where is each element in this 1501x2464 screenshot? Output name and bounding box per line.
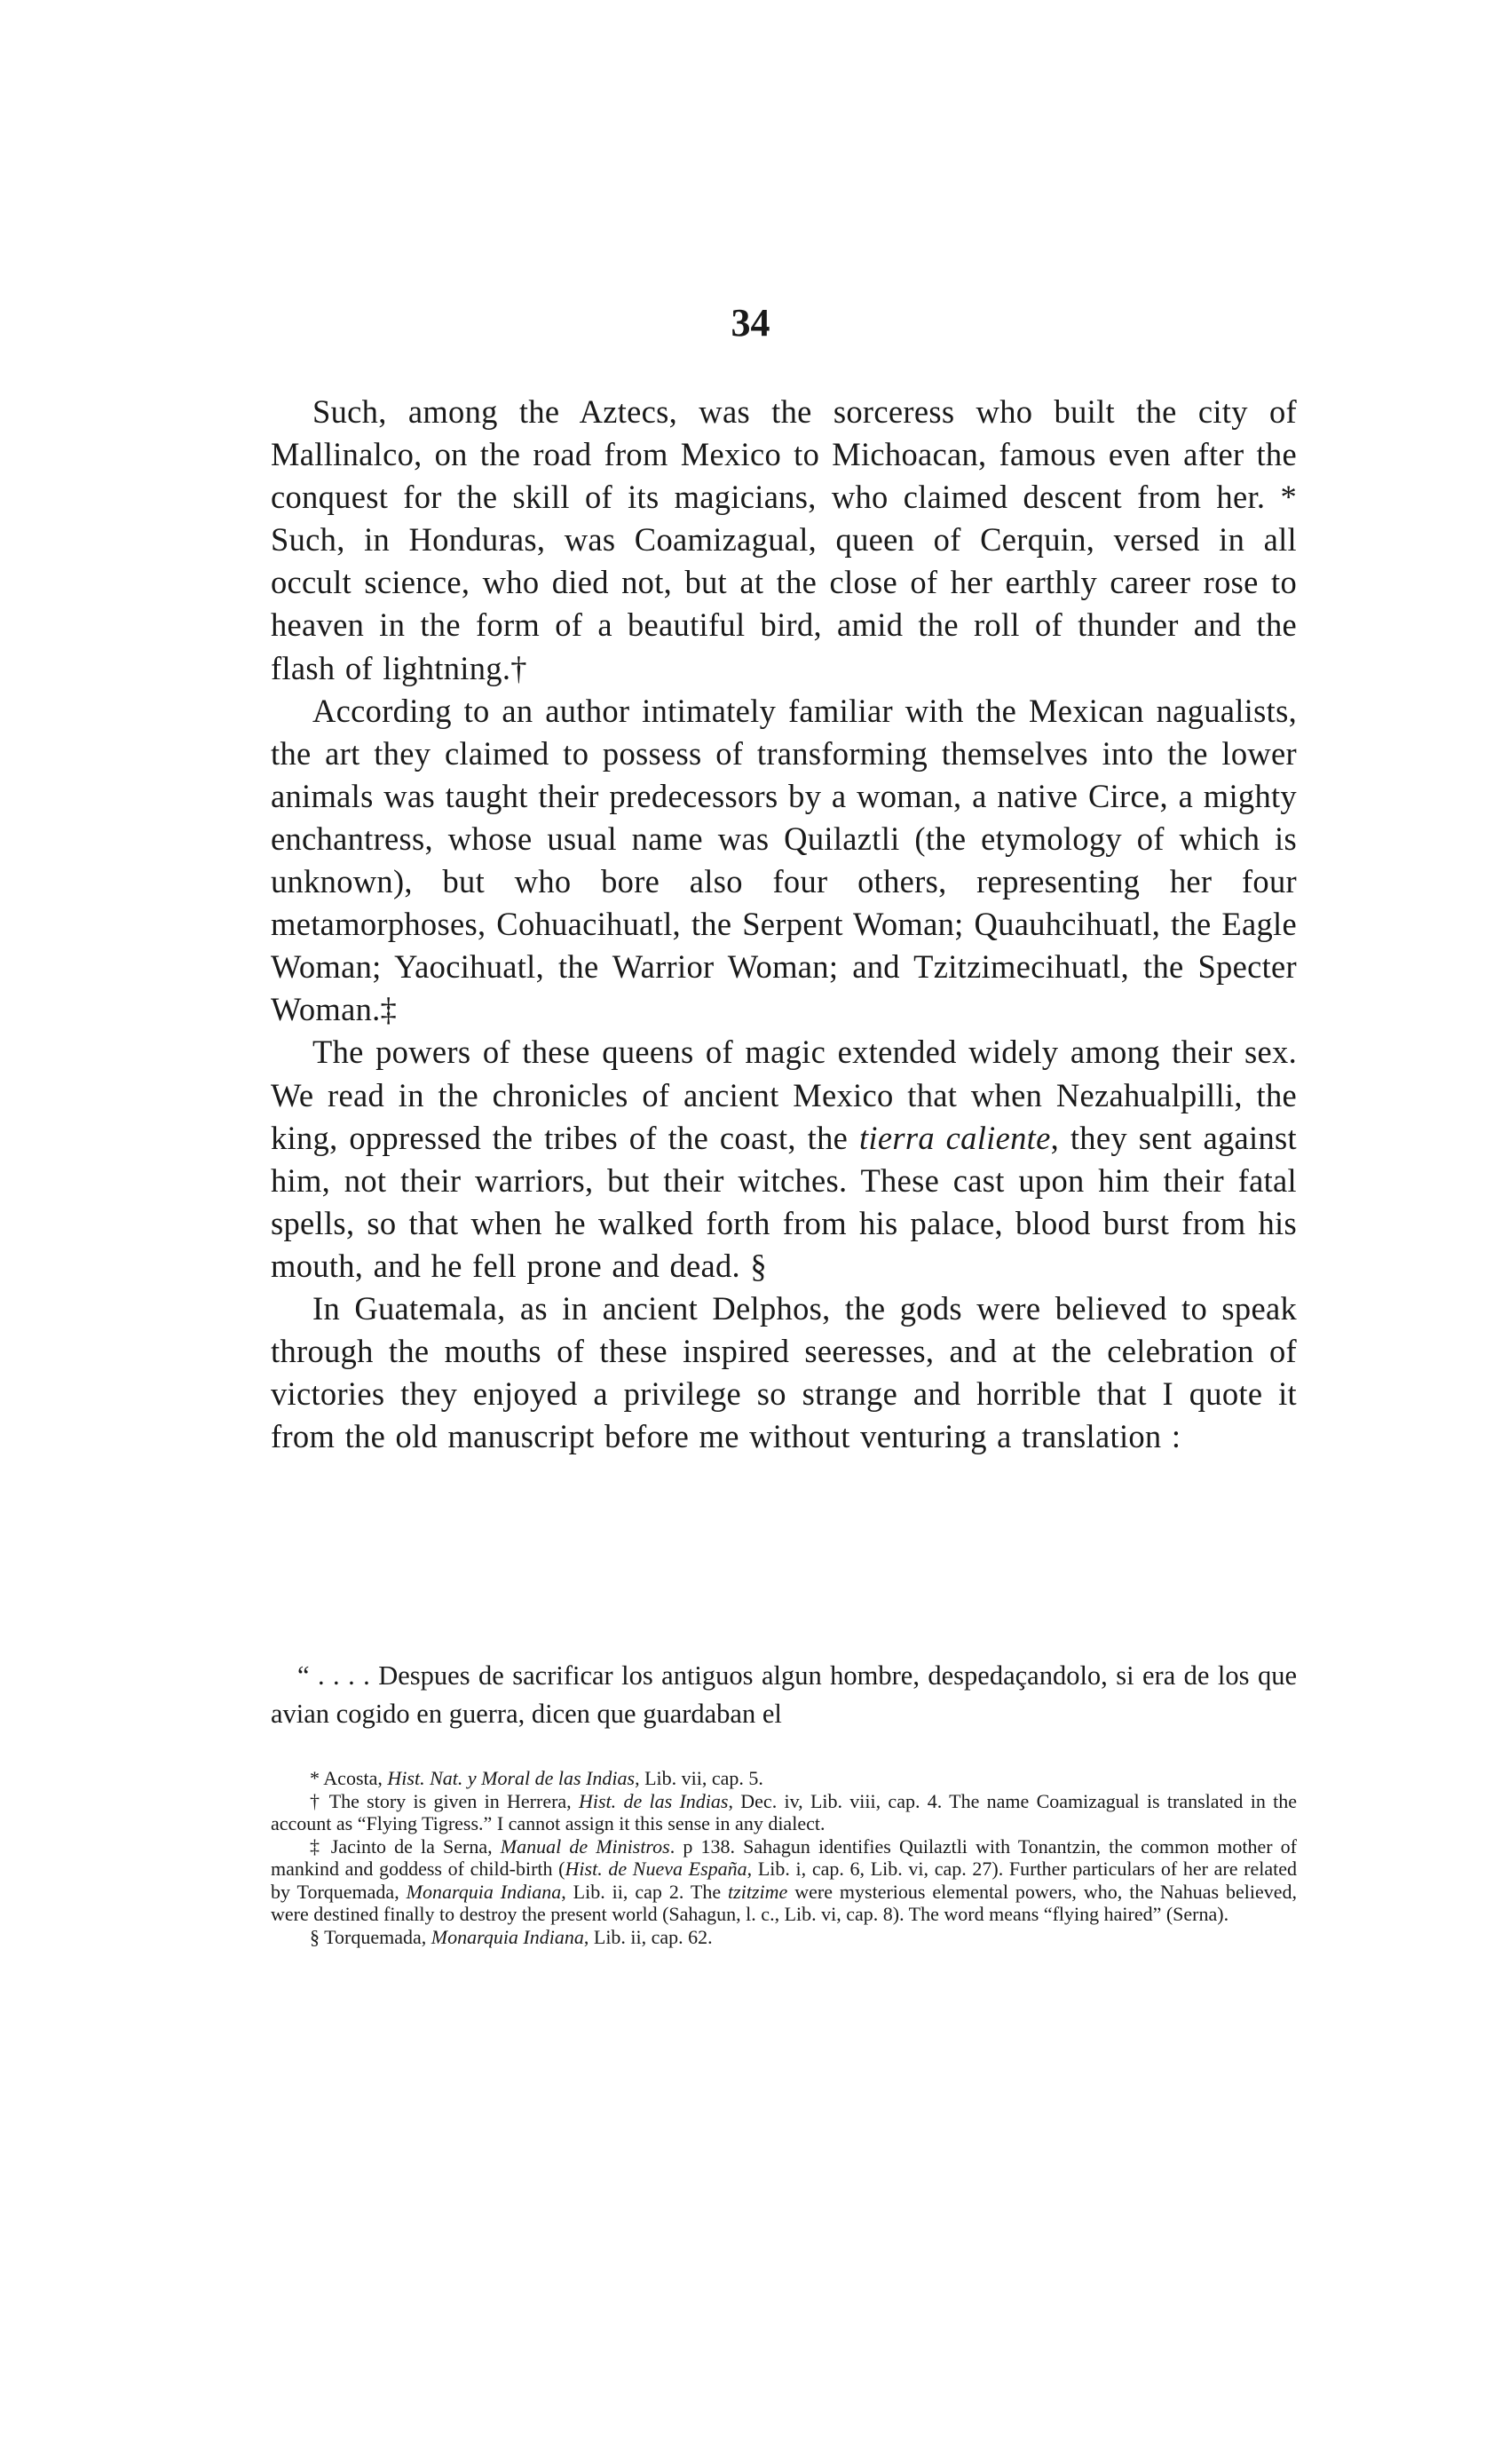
footnote-3-mid-2: , Lib. i, cap. 6, Lib. vi, cap. 27). Further particulars of her are related by Torquemada, [271,1858,1297,1903]
footnote-3-work-1: Manual de Ministros [500,1834,670,1858]
page-number: 34 [731,301,770,345]
footnote-3-term: tzitzime [728,1880,788,1903]
footnote-3-rest: were mysterious elemental powers, who, the Nahuas believed, were destined finally to destroy the present world (Sahagun, l. c., Lib. vi, cap. 8). The word means “flying haired” (Serna). [271,1880,1297,1925]
paragraph-4: In Guatemala, as in ancient Delphos, the gods were believed to speak through the mouths of these inspired seeresses, and at the celebration of victories they enjoyed a privilege so strange and horrible that I quote it from the old manuscript before me without venturing a translation : [271,1289,1297,1455]
footnote-3-mid-3: , Lib. ii, cap 2. The [561,1880,729,1903]
footnote-3-work-3: Monarquia Indiana [406,1880,562,1903]
footnote-1 [271,1767,1297,1790]
spanish-quotation: “ . . . . Despues de sacrificar los antiguos algun hombre, despedaçandolo, si era de los que avian cogido en guerra, dicen que guardaban el [271,1660,1297,1729]
main-text [271,391,1297,1458]
paragraph-1: Such, among the Aztecs, was the sorceress who built the city of Mallinalco, on the road from Mexico to Michoacan, famous even after the conquest for the skill of its magicians, who claimed descent from her. * Such, in Honduras, was Coamizagual, queen of Cerquin, versed in all occult science, who died not, but at the close of her earthly career rose to heaven in the form of a beautiful bird, amid the roll of thunder and the flash of lightning.† [271,393,1297,686]
paragraph-2: According to an author intimately familiar with the Mexican nagualists, the art they claimed to possess of transforming themselves into the lower animals was taught their predecessors by a woman, a native Circe, a mighty enchantress, whose usual name was Quilaztli (the etymology of which is unknown), but who bore also four others, representing her four metamorphoses, Cohuacihuatl, the Serpent Woman; Quauhcihuatl, the Eagle Woman; Yaocihuatl, the Warrior Woman; and Tzitzimecihuatl, the Specter Woman.‡ [271,692,1297,1028]
footnote-1-rest: , Lib. vii, cap. 5. [635,1767,763,1789]
footnote-2-work: Hist. de las Indias [578,1789,729,1812]
footnote-3 [271,1835,1297,1926]
footnote-2-lead: The story is given in Herrera, [321,1789,579,1812]
footnote-3-symbol: ‡ [310,1834,323,1858]
footnote-4-rest: , Lib. ii, cap. 62. [583,1925,713,1948]
footnotes [271,1767,1297,1948]
paragraph-3-italic: tierra caliente [858,1119,1051,1156]
footnote-3-work-2: Hist. de Nueva España [565,1858,747,1880]
footnote-1-work: Hist. Nat. y Moral de las Indias [387,1767,636,1789]
footnote-4-work: Monarquia Indiana [431,1925,584,1948]
paragraph-3-text-a: The powers of these queens of magic extended widely among their sex. We read in the chronicles of ancient Mexico that when Nezahualpilli, the king, oppressed the tribes of the coast, the [271,1034,1297,1156]
footnote-4-lead: Torquemada, [320,1925,431,1948]
footnote-2-symbol: † [310,1789,322,1812]
footnote-2 [271,1790,1297,1835]
footnote-4-symbol: § [310,1925,320,1948]
footnote-1-symbol: * [310,1767,320,1789]
paragraph-3-text-b: , they sent against him, not their warriors, but their witches. These cast upon him their fatal spells, so that when he walked forth from his palace, blood burst from his mouth, and he fell prone and dead. § [271,1119,1297,1284]
footnote-1-author: Acosta, [320,1767,388,1789]
paragraph-3 [271,1031,1297,1287]
footnote-3-lead: Jacinto de la Serna, [322,1834,501,1858]
footnote-2-rest: , Dec. iv, Lib. viii, cap. 4. The name Coamizagual is translated in the account as “Flying Tigress.” I cannot assign it this sense in any dialect. [271,1789,1298,1834]
footnote-4 [271,1926,1297,1949]
footnote-3-mid-1: . p 138. Sahagun identifies Quilaztli with Tonantzin, the common mother of mankind and goddess of child-birth ( [271,1834,1297,1880]
